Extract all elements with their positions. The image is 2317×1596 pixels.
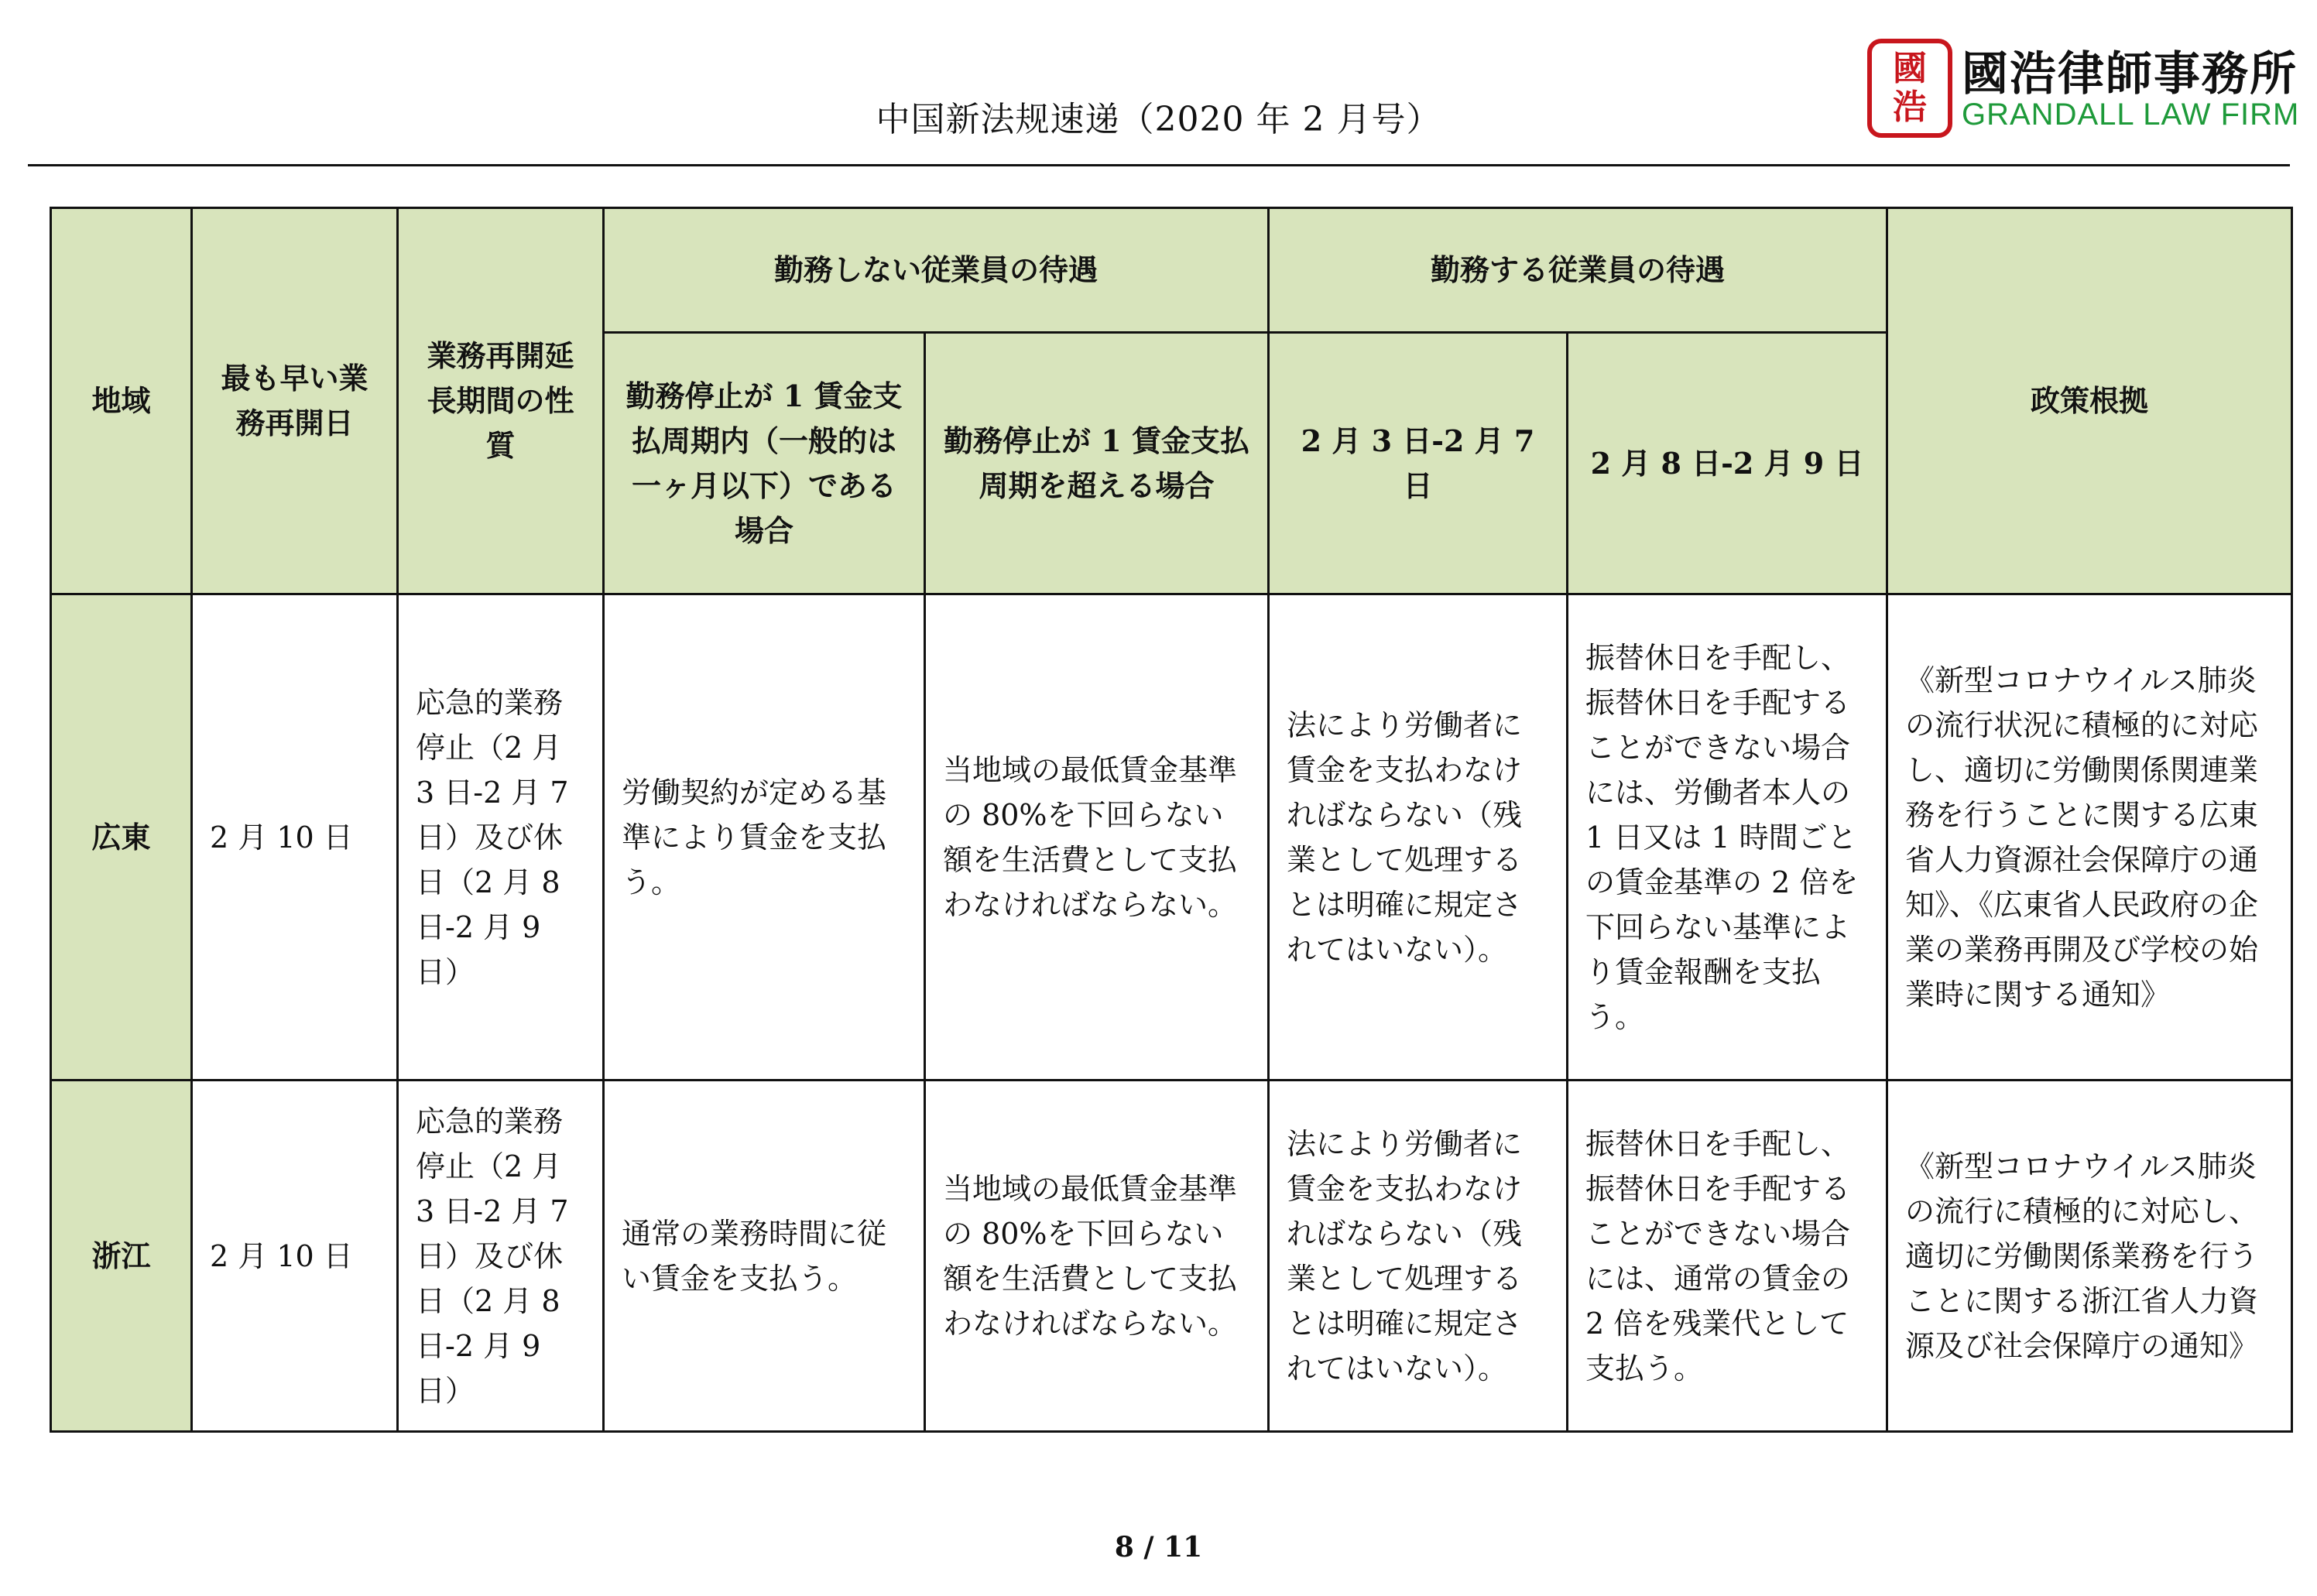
seal-icon [1867, 39, 1952, 138]
cell-basis: 《新型コロナウイルス肺炎の流行に積極的に対応し、適切に労働関係業務を行うことに関する浙江省人力資源及び社会保障庁の通知》 [1887, 1081, 2292, 1432]
page-header-title: 中国新法规速递（2020 年 2 月号） [876, 100, 1441, 139]
cell-basis: 《新型コロナウイルス肺炎の流行状況に積極的に対応し、適切に労働関係関連業務を行うことに関する広東省人力資源社会保障庁の通知》、《広東省人民政府の企業の業務再開及び学校の始業時に関する通知》 [1887, 594, 2292, 1081]
header-basis: 政策根拠 [1887, 208, 2292, 594]
header-working: 勤務する従業員の待遇 [1269, 208, 1887, 333]
cell-w-feb8-9: 振替休日を手配し、振替休日を手配することができない場合には、労働者本人の 1 日又は 1 時間ごとの賃金基準の 2 倍を下回らない基準により賃金報酬を支払う。 [1568, 594, 1887, 1081]
header-w-feb3-7: 2 月 3 日-2 月 7 日 [1269, 333, 1568, 594]
header-not-working: 勤務しない従業員の待遇 [604, 208, 1269, 333]
cell-w-feb8-9: 振替休日を手配し、振替休日を手配することができない場合には、通常の賃金の 2 倍を残業代として支払う。 [1568, 1081, 1887, 1432]
seal-char-2: 浩 [1893, 87, 1927, 127]
firm-logo [1867, 37, 2301, 138]
cell-nw-beyond: 当地域の最低賃金基準の 80%を下回らない額を生活費として支払わなければならない。 [925, 594, 1269, 1081]
cell-nw-within: 通常の業務時間に従い賃金を支払う。 [604, 1081, 925, 1432]
seal-char-1: 國 [1893, 49, 1927, 88]
header-nw-within: 勤務停止が 1 賃金支払周期内（一般的は一ヶ月以下）である場合 [604, 333, 925, 594]
page-number: 8 / 11 [1114, 1531, 1203, 1563]
firm-name-cn: 國浩律師事務所 [1962, 47, 2298, 101]
table-header-row-1 [51, 208, 2292, 333]
header-divider [28, 164, 2290, 166]
cell-w-feb3-7: 法により労働者に賃金を支払わなければならない（残業として処理するとは明確に規定されてはいない）。 [1269, 1081, 1568, 1432]
cell-earliest-resume: 2 月 10 日 [192, 1081, 398, 1432]
table-row [51, 1081, 2292, 1432]
cell-region: 浙江 [51, 1081, 192, 1432]
cell-nature: 応急的業務停止（2 月 3 日-2 月 7 日）及び休日（2 月 8 日-2 月 9 日） [398, 1081, 604, 1432]
cell-earliest-resume: 2 月 10 日 [192, 594, 398, 1081]
header-region: 地域 [51, 208, 192, 594]
table-row [51, 594, 2292, 1081]
policy-table [50, 207, 2293, 1433]
header-w-feb8-9: 2 月 8 日-2 月 9 日 [1568, 333, 1887, 594]
cell-nw-within: 労働契約が定める基準により賃金を支払う。 [604, 594, 925, 1081]
firm-name-en: GRANDALL LAW FIRM [1962, 98, 2300, 132]
cell-nature: 応急的業務停止（2 月 3 日-2 月 7 日）及び休日（2 月 8 日-2 月 9 日） [398, 594, 604, 1081]
header-earliest-resume: 最も早い業務再開日 [192, 208, 398, 594]
cell-region: 広東 [51, 594, 192, 1081]
header-nature: 業務再開延長期間の性質 [398, 208, 604, 594]
header-nw-beyond: 勤務停止が 1 賃金支払周期を超える場合 [925, 333, 1269, 594]
cell-w-feb3-7: 法により労働者に賃金を支払わなければならない（残業として処理するとは明確に規定されてはいない）。 [1269, 594, 1568, 1081]
cell-nw-beyond: 当地域の最低賃金基準の 80%を下回らない額を生活費として支払わなければならない。 [925, 1081, 1269, 1432]
